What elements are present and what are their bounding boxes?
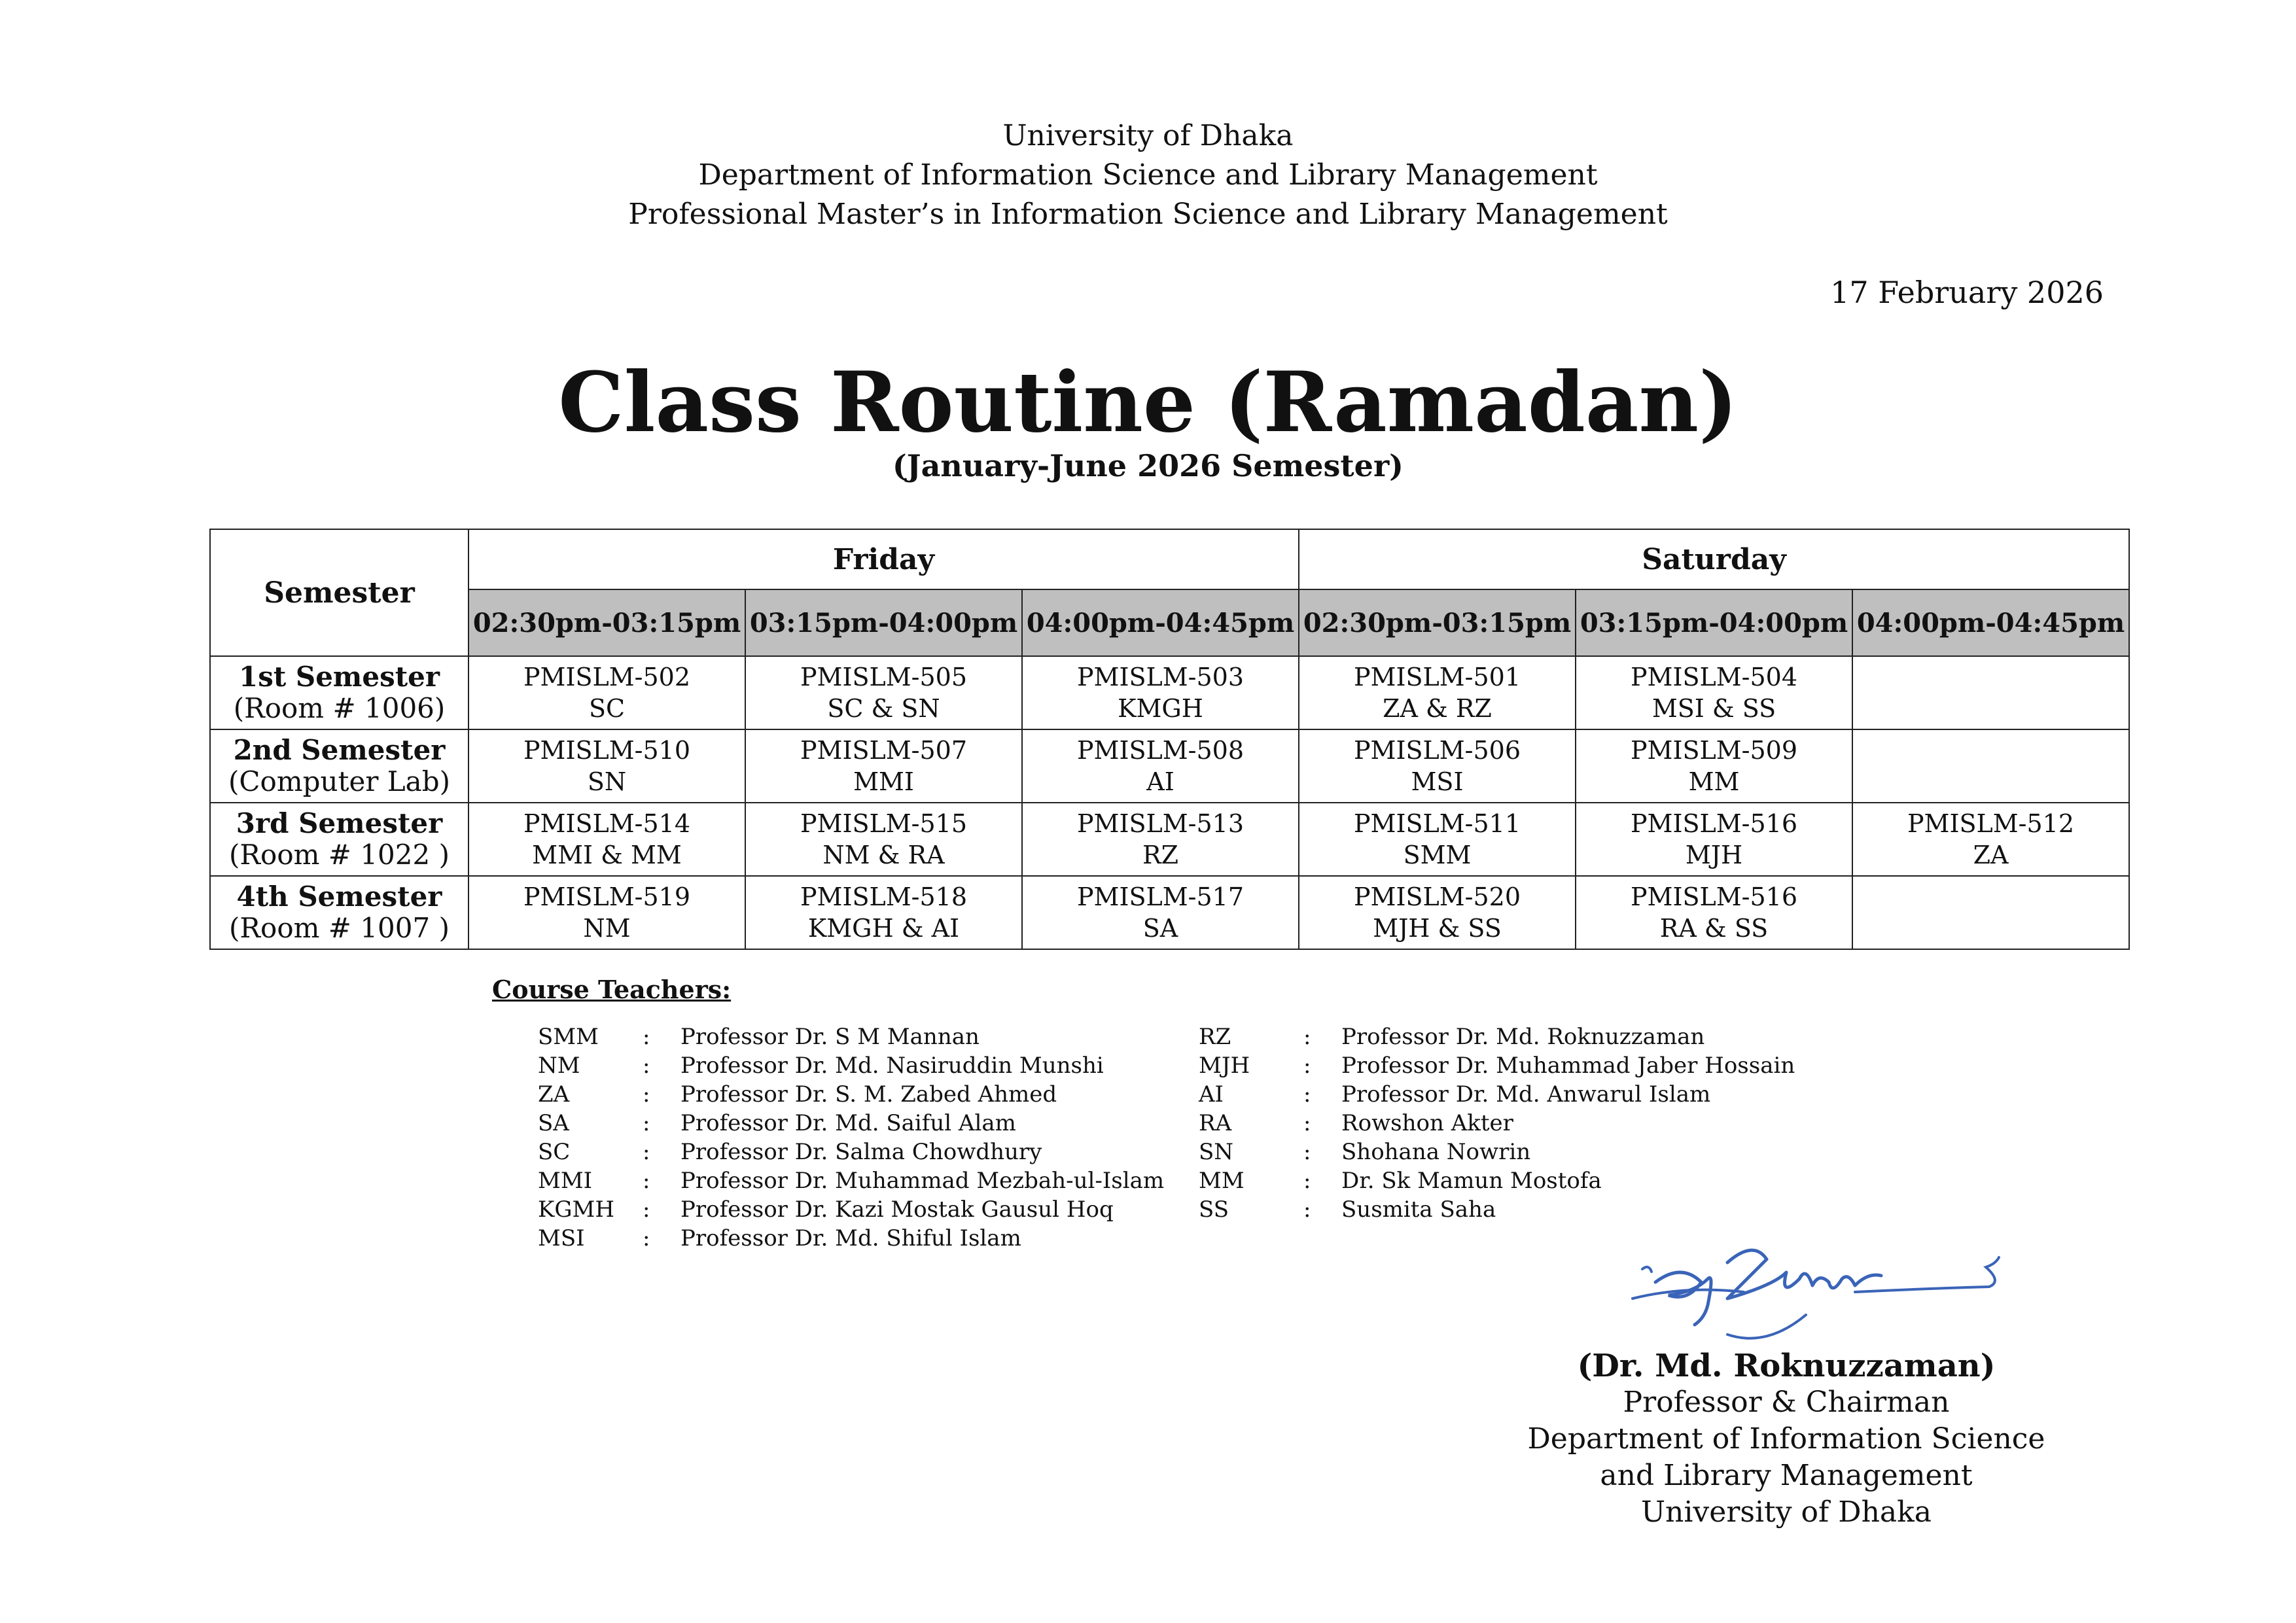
course-cell bbox=[1852, 656, 2129, 729]
separator-colon: : bbox=[643, 1225, 650, 1251]
course-cell bbox=[1852, 803, 2129, 876]
slot-header: 03:15pm-04:00pm bbox=[1576, 589, 1852, 656]
teacher-row bbox=[538, 1022, 1199, 1051]
teacher-name: Shohana Nowrin bbox=[1341, 1139, 1531, 1165]
course-cell bbox=[1022, 876, 1299, 949]
course-teacher: MSI & SS bbox=[1651, 694, 1776, 723]
course-teacher: KMGH & AI bbox=[807, 914, 960, 943]
course-cell bbox=[1022, 803, 1299, 876]
course-teacher: SN bbox=[587, 767, 627, 796]
semester-cell bbox=[210, 656, 468, 729]
course-cell bbox=[468, 803, 745, 876]
separator-colon: : bbox=[1303, 1081, 1311, 1108]
course-teacher: MJH bbox=[1685, 841, 1743, 869]
teacher-abbr: SMM bbox=[538, 1024, 599, 1050]
teacher-abbr: MM bbox=[1199, 1168, 1245, 1194]
semester-name: 3rd Semester bbox=[236, 807, 443, 839]
table-row bbox=[210, 876, 2129, 949]
teacher-abbr: RZ bbox=[1199, 1024, 1231, 1050]
course-cell bbox=[1299, 876, 1576, 949]
teacher-abbr: KGMH bbox=[538, 1196, 615, 1223]
course-code: PMISLM-520 bbox=[1353, 882, 1521, 911]
teacher-row bbox=[538, 1080, 1199, 1109]
teacher-row bbox=[1199, 1166, 1860, 1195]
course-cell bbox=[745, 876, 1022, 949]
course-teacher: SMM bbox=[1403, 841, 1472, 869]
course-code: PMISLM-501 bbox=[1353, 663, 1521, 691]
teacher-name: Professor Dr. Muhammad Mezbah-ul-Islam bbox=[680, 1168, 1165, 1194]
separator-colon: : bbox=[1303, 1024, 1311, 1050]
course-code: PMISLM-505 bbox=[800, 663, 968, 691]
teacher-name: Susmita Saha bbox=[1341, 1196, 1496, 1223]
separator-colon: : bbox=[643, 1139, 650, 1165]
teacher-row bbox=[1199, 1051, 1860, 1080]
course-cell bbox=[1576, 803, 1852, 876]
course-teachers-title: Course Teachers: bbox=[492, 975, 732, 1004]
semester-room: (Computer Lab) bbox=[228, 765, 450, 797]
teacher-abbr: MJH bbox=[1199, 1053, 1250, 1079]
teacher-name: Professor Dr. Md. Shiful Islam bbox=[680, 1225, 1021, 1251]
course-code: PMISLM-515 bbox=[800, 809, 968, 838]
teacher-name: Professor Dr. Md. Nasiruddin Munshi bbox=[680, 1053, 1104, 1079]
course-code: PMISLM-516 bbox=[1630, 809, 1798, 838]
teacher-row bbox=[538, 1224, 1199, 1253]
separator-colon: : bbox=[1303, 1110, 1311, 1136]
course-cell bbox=[745, 803, 1022, 876]
signatory-department-line1: Department of Information Science bbox=[1527, 1422, 2045, 1456]
separator-colon: : bbox=[643, 1053, 650, 1079]
document-date: 17 February 2026 bbox=[1830, 275, 2104, 310]
course-teacher: SC bbox=[588, 694, 626, 723]
teacher-list-left bbox=[538, 1022, 1199, 1253]
teacher-row bbox=[538, 1195, 1199, 1224]
signatory-department-line2: and Library Management bbox=[1600, 1459, 1973, 1492]
course-teacher: SC & SN bbox=[827, 694, 940, 723]
course-cell bbox=[1299, 803, 1576, 876]
course-cell bbox=[1576, 656, 1852, 729]
course-cell bbox=[1299, 656, 1576, 729]
course-cell bbox=[468, 876, 745, 949]
teacher-row bbox=[1199, 1109, 1860, 1138]
course-cell bbox=[1299, 729, 1576, 803]
handwritten-signature bbox=[1629, 1243, 2009, 1354]
teacher-abbr: NM bbox=[538, 1053, 580, 1079]
course-teacher: NM bbox=[583, 914, 631, 943]
page-subtitle: (January-June 2026 Semester) bbox=[892, 448, 1404, 483]
slot-header: 04:00pm-04:45pm bbox=[1022, 589, 1299, 656]
slot-header: 03:15pm-04:00pm bbox=[745, 589, 1022, 656]
program-name: Professional Master’s in Information Science and Library Management bbox=[628, 198, 1668, 231]
semester-room: (Room # 1007 ) bbox=[229, 912, 450, 944]
course-cell bbox=[745, 729, 1022, 803]
teacher-abbr: MMI bbox=[538, 1168, 593, 1194]
teacher-name: Rowshon Akter bbox=[1341, 1110, 1513, 1136]
course-teacher: MSI bbox=[1411, 767, 1464, 796]
course-teacher: RZ bbox=[1142, 841, 1178, 869]
slot-header: 04:00pm-04:45pm bbox=[1852, 589, 2129, 656]
course-cell bbox=[745, 656, 1022, 729]
course-code: PMISLM-506 bbox=[1353, 736, 1521, 765]
course-teacher: ZA bbox=[1973, 841, 2009, 869]
teacher-name: Professor Dr. Muhammad Jaber Hossain bbox=[1341, 1053, 1795, 1079]
course-code: PMISLM-517 bbox=[1076, 882, 1245, 911]
course-teacher: MM bbox=[1688, 767, 1740, 796]
teacher-row bbox=[1199, 1080, 1860, 1109]
separator-colon: : bbox=[1303, 1139, 1311, 1165]
course-code: PMISLM-512 bbox=[1907, 809, 2075, 838]
semester-name: 2nd Semester bbox=[233, 734, 446, 766]
teacher-list-right bbox=[1199, 1022, 1860, 1253]
teacher-name: Professor Dr. S. M. Zabed Ahmed bbox=[680, 1081, 1057, 1108]
teacher-abbr: SA bbox=[538, 1110, 569, 1136]
separator-colon: : bbox=[1303, 1053, 1311, 1079]
course-teacher: ZA & RZ bbox=[1383, 694, 1492, 723]
teacher-abbr: SC bbox=[538, 1139, 571, 1165]
course-cell bbox=[468, 656, 745, 729]
teacher-abbr: RA bbox=[1199, 1110, 1232, 1136]
teacher-row bbox=[538, 1109, 1199, 1138]
university-name: University of Dhaka bbox=[1002, 119, 1294, 152]
semester-room: (Room # 1022 ) bbox=[229, 839, 450, 871]
separator-colon: : bbox=[643, 1081, 650, 1108]
semester-cell bbox=[210, 876, 468, 949]
separator-colon: : bbox=[1303, 1168, 1311, 1194]
course-code: PMISLM-514 bbox=[523, 809, 691, 838]
course-cell bbox=[1022, 729, 1299, 803]
course-teacher: MMI bbox=[853, 767, 914, 796]
separator-colon: : bbox=[643, 1168, 650, 1194]
teacher-name: Dr. Sk Mamun Mostofa bbox=[1341, 1168, 1602, 1194]
signatory-block bbox=[1498, 1348, 2074, 1531]
course-teacher: NM & RA bbox=[822, 841, 945, 869]
teacher-row bbox=[1199, 1138, 1860, 1166]
course-code: PMISLM-510 bbox=[523, 736, 691, 765]
teacher-row bbox=[538, 1166, 1199, 1195]
teacher-abbr: MSI bbox=[538, 1225, 585, 1251]
table-row bbox=[210, 656, 2129, 729]
course-code: PMISLM-519 bbox=[523, 882, 691, 911]
semester-cell bbox=[210, 729, 468, 803]
page-title: Class Routine (Ramadan) bbox=[558, 354, 1738, 451]
course-cell bbox=[1852, 876, 2129, 949]
course-teacher: MJH & SS bbox=[1373, 914, 1502, 943]
teacher-abbr: SS bbox=[1199, 1196, 1229, 1223]
course-code: PMISLM-513 bbox=[1076, 809, 1245, 838]
day-header-saturday: Saturday bbox=[1299, 529, 2129, 589]
teacher-name: Professor Dr. Salma Chowdhury bbox=[680, 1139, 1042, 1165]
course-cell bbox=[1022, 656, 1299, 729]
course-code: PMISLM-502 bbox=[523, 663, 691, 691]
course-cell bbox=[1576, 729, 1852, 803]
course-code: PMISLM-504 bbox=[1630, 663, 1798, 691]
course-teacher: AI bbox=[1146, 767, 1174, 796]
signatory-position: Professor & Chairman bbox=[1623, 1386, 1950, 1419]
semester-name: 4th Semester bbox=[236, 881, 442, 913]
course-cell bbox=[468, 729, 745, 803]
teacher-name: Professor Dr. S M Mannan bbox=[680, 1024, 980, 1050]
course-code: PMISLM-503 bbox=[1076, 663, 1245, 691]
semester-header: Semester bbox=[210, 529, 468, 656]
table-row bbox=[210, 803, 2129, 876]
signatory-university: University of Dhaka bbox=[1640, 1495, 1932, 1529]
teacher-abbr: AI bbox=[1199, 1081, 1224, 1108]
teacher-abbr: SN bbox=[1199, 1139, 1234, 1165]
course-teacher: KMGH bbox=[1118, 694, 1203, 723]
teacher-row bbox=[1199, 1022, 1860, 1051]
table-row bbox=[210, 729, 2129, 803]
course-teacher: SA bbox=[1142, 914, 1178, 943]
separator-colon: : bbox=[643, 1196, 650, 1223]
separator-colon: : bbox=[643, 1024, 650, 1050]
course-cell bbox=[1852, 729, 2129, 803]
course-cell bbox=[1576, 876, 1852, 949]
day-header-friday: Friday bbox=[468, 529, 1299, 589]
slot-header: 02:30pm-03:15pm bbox=[468, 589, 745, 656]
teacher-name: Professor Dr. Md. Saiful Alam bbox=[680, 1110, 1016, 1136]
course-code: PMISLM-518 bbox=[800, 882, 968, 911]
slot-header: 02:30pm-03:15pm bbox=[1299, 589, 1576, 656]
teacher-name: Professor Dr. Md. Roknuzzaman bbox=[1341, 1024, 1705, 1050]
course-code: PMISLM-511 bbox=[1353, 809, 1521, 838]
department-name: Department of Information Science and Library Management bbox=[698, 158, 1598, 192]
signatory-name: (Dr. Md. Roknuzzaman) bbox=[1577, 1348, 1996, 1384]
teacher-row bbox=[538, 1138, 1199, 1166]
course-code: PMISLM-507 bbox=[800, 736, 968, 765]
semester-name: 1st Semester bbox=[238, 661, 440, 693]
course-teacher: RA & SS bbox=[1659, 914, 1769, 943]
teacher-abbr: ZA bbox=[538, 1081, 570, 1108]
teacher-row bbox=[1199, 1195, 1860, 1224]
routine-table bbox=[209, 529, 2130, 950]
course-code: PMISLM-509 bbox=[1630, 736, 1798, 765]
teacher-name: Professor Dr. Kazi Mostak Gausul Hoq bbox=[680, 1196, 1114, 1223]
document-header bbox=[0, 116, 2296, 234]
course-teachers-section bbox=[492, 975, 1997, 1253]
teacher-row bbox=[538, 1051, 1199, 1080]
course-teacher: MMI & MM bbox=[532, 841, 682, 869]
course-code: PMISLM-516 bbox=[1630, 882, 1798, 911]
separator-colon: : bbox=[643, 1110, 650, 1136]
semester-room: (Room # 1006) bbox=[233, 692, 446, 724]
teacher-name: Professor Dr. Md. Anwarul Islam bbox=[1341, 1081, 1711, 1108]
course-code: PMISLM-508 bbox=[1076, 736, 1245, 765]
semester-cell bbox=[210, 803, 468, 876]
separator-colon: : bbox=[1303, 1196, 1311, 1223]
